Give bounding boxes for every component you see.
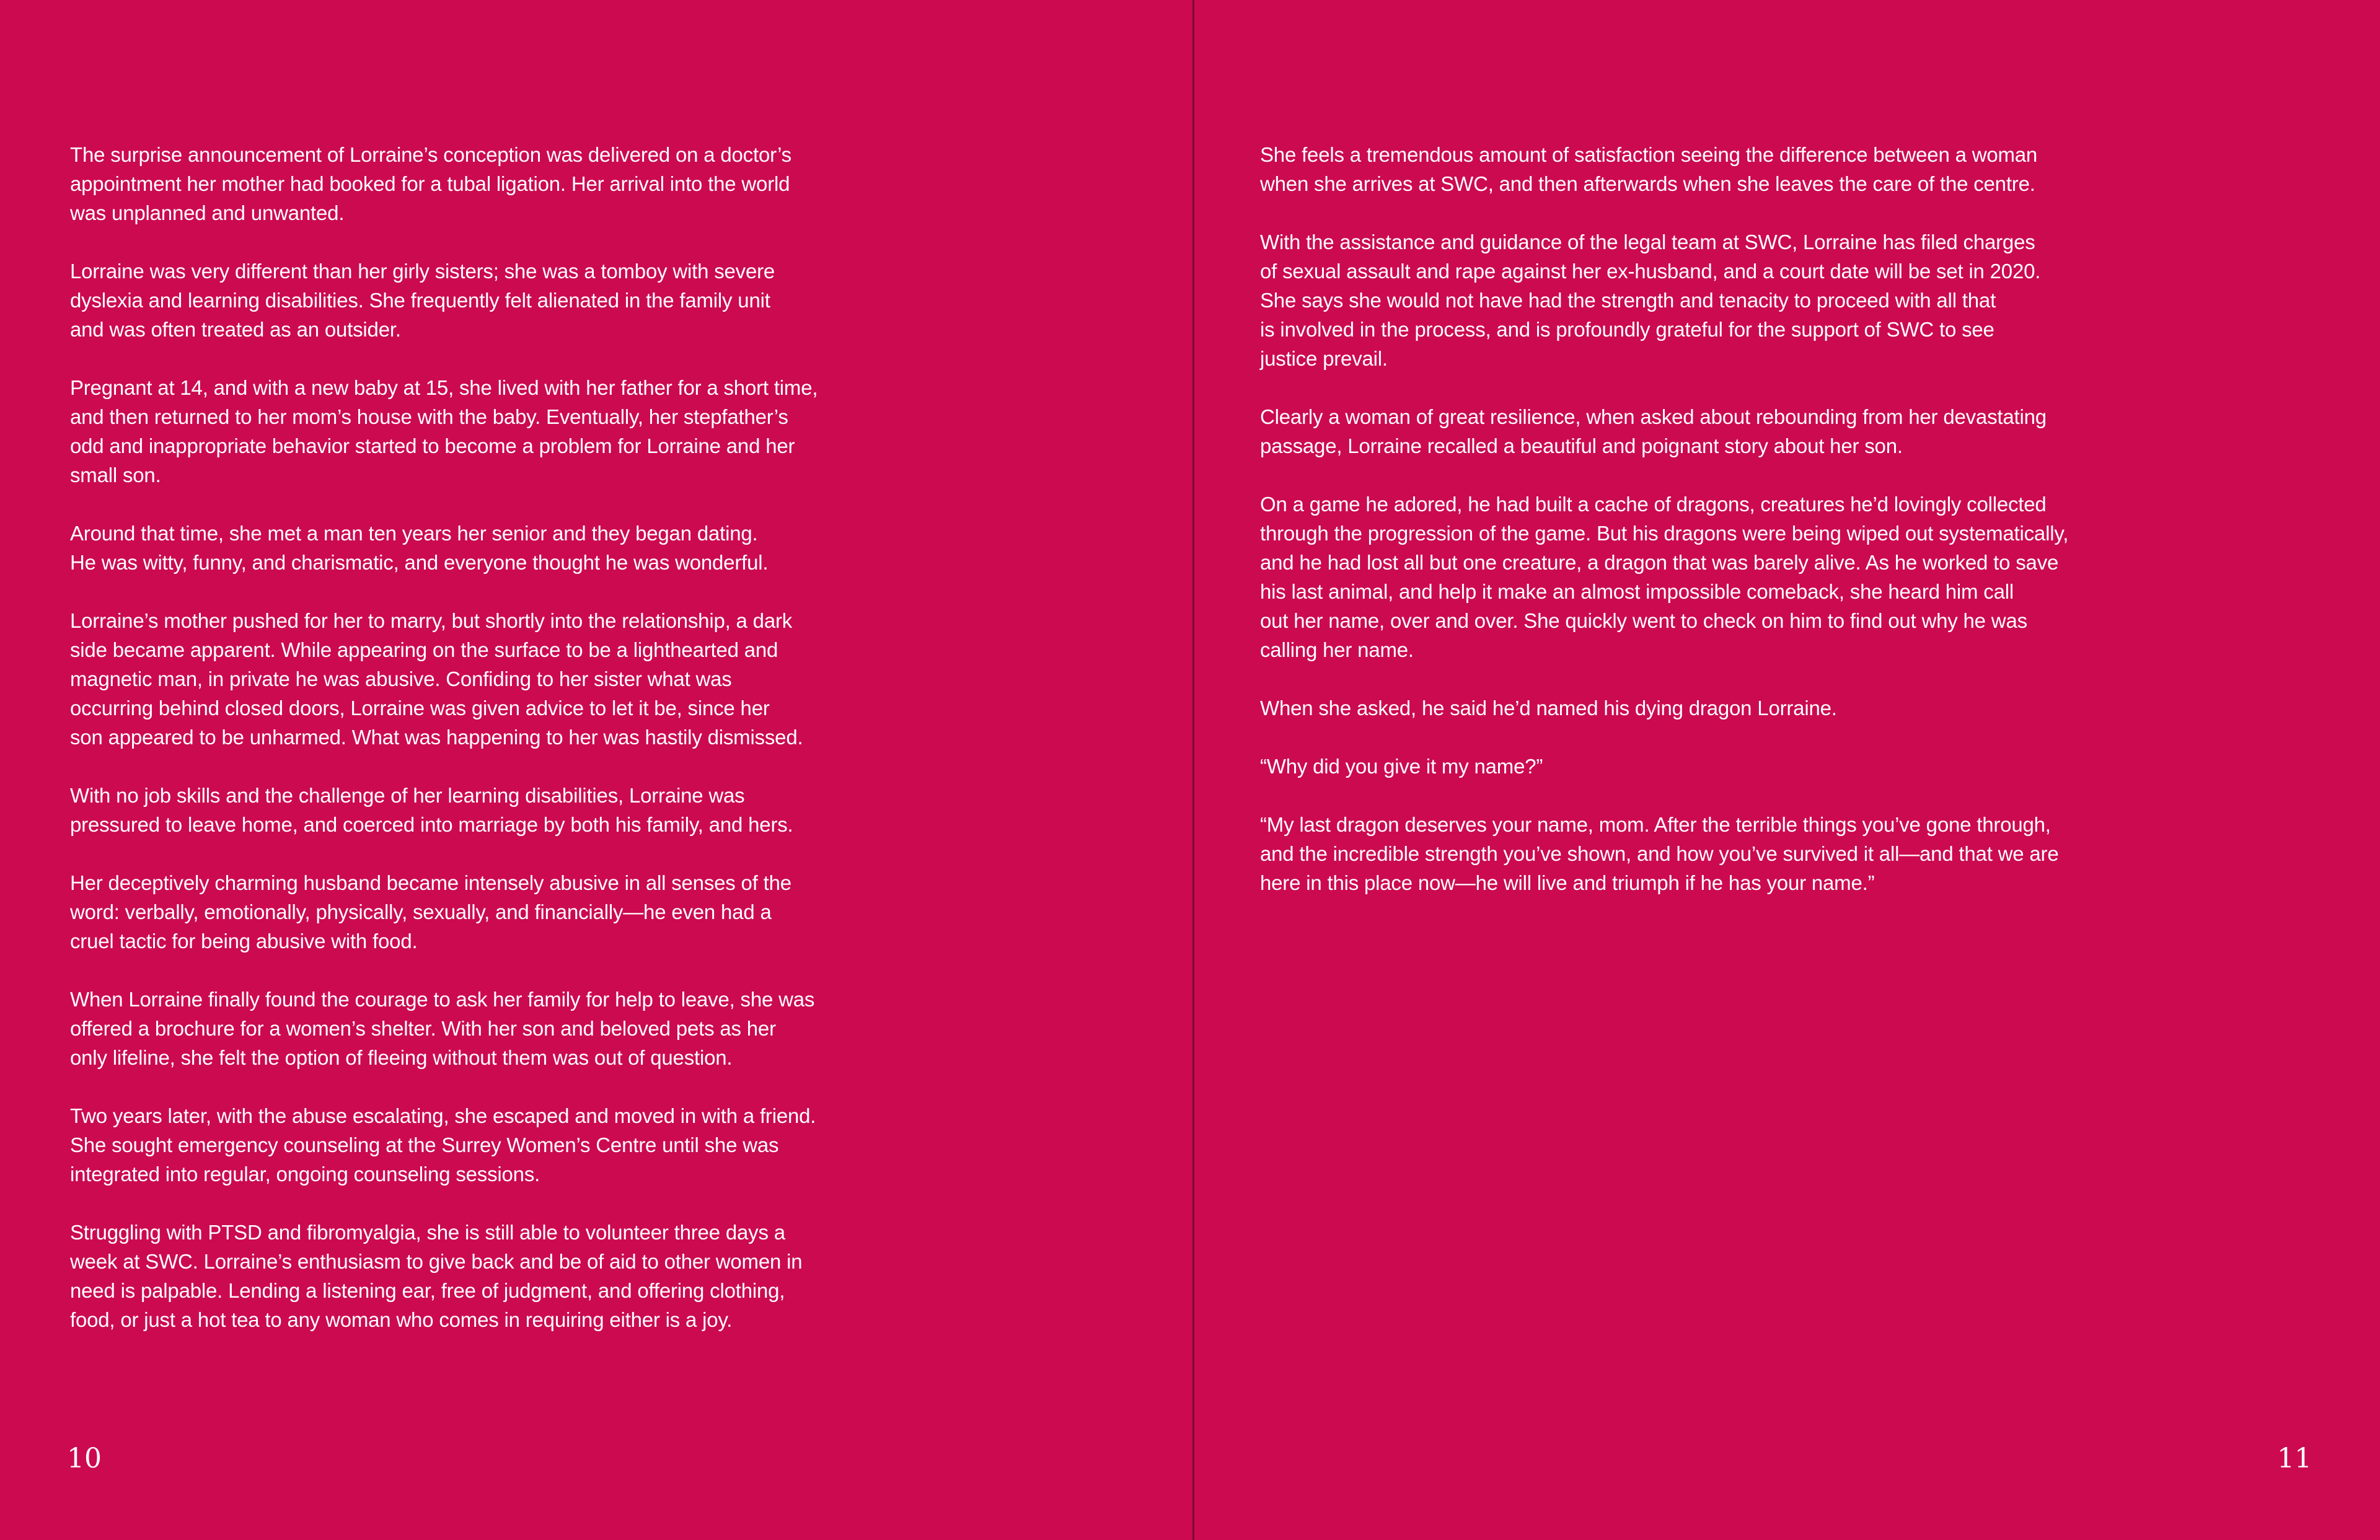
left-page-body — [70, 140, 925, 1363]
paragraph: With the assistance and guidance of the legal team at SWC, Lorraine has filed charges of sexual assault and rape against her ex-husband, and a court date will be set in 2020. She says she would not have had the strength and tenacity to proceed with all that is involved in the process, and is profoundly grateful for the support of SWC to see justice prevail. — [1260, 231, 2041, 370]
right-page-body — [1260, 140, 2128, 926]
paragraph: “Why did you give it my name?” — [1260, 755, 1543, 778]
paragraph: With no job skills and the challenge of her learning disabilities, Lorraine was pressured to leave home, and coerced into marriage by both his family, and hers. — [70, 784, 793, 836]
paragraph: When she asked, he said he’d named his dying dragon Lorraine. — [1260, 697, 1837, 719]
paragraph: She feels a tremendous amount of satisfaction seeing the difference between a woman when she arrives at SWC, and then afterwards when she leaves the care of the centre. — [1260, 143, 2038, 195]
paragraph: Struggling with PTSD and fibromyalgia, she is still able to volunteer three days a week at SWC. Lorraine’s enthusiasm to give back and be of aid to other women in need is palpable. Lending a listening ear, free of judgment, and offering clothing, food, or just a hot tea to any woman who comes in requiring either is a joy. — [70, 1221, 803, 1331]
paragraph: Lorraine was very different than her girly sisters; she was a tomboy with severe dyslexia and learning disabilities. She frequently felt alienated in the family unit and was often treated as an outsider. — [70, 260, 775, 341]
paragraph: Pregnant at 14, and with a new baby at 15, she lived with her father for a short time, and then returned to her mom’s house with the baby. Eventually, her stepfather’s odd and inappropriate behavior started to become a problem for Lorraine and her small son. — [70, 376, 818, 486]
paragraph: “My last dragon deserves your name, mom. After the terrible things you’ve gone through, and the incredible strength you’ve shown, and how you’ve survived it all—and that we are here in this place now—he will live and triumph if he has your name.” — [1260, 813, 2059, 894]
page-number-right: 11 — [2277, 1443, 2312, 1474]
paragraph: Clearly a woman of great resilience, when asked about rebounding from her devastating passage, Lorraine recalled a beautiful and poignant story about her son. — [1260, 405, 2047, 457]
paragraph: Lorraine’s mother pushed for her to marry, but shortly into the relationship, a dark side became apparent. While appearing on the surface to be a lighthearted and magnetic man, in private he was abusive. Confiding to her sister what was occurring behind closed doors, Lorraine was given advice to let it be, since her son appeared to be unharmed. What was happening to her was hastily dismissed. — [70, 609, 803, 749]
paragraph: On a game he adored, he had built a cache of dragons, creatures he’d lovingly collected through the progression of the game. But his dragons were being wiped out systematically, and he had lost all but one creature, a dragon that was barely alive. As he worked to save his last animal, and help it make an almost impossible comeback, she heard him call out her name, over and over. She quickly went to check on him to find out why he was calling her name. — [1260, 493, 2069, 661]
right-page — [1194, 0, 2380, 1540]
paragraph: Around that time, she met a man ten years her senior and they began dating. He was witty, funny, and charismatic, and everyone thought he was wonderful. — [70, 522, 769, 574]
paragraph: The surprise announcement of Lorraine’s conception was delivered on a doctor’s appointment her mother had booked for a tubal ligation. Her arrival into the world was unplanned and unwanted. — [70, 143, 791, 224]
paragraph: When Lorraine finally found the courage to ask her family for help to leave, she was offered a brochure for a women’s shelter. With her son and beloved pets as her only lifeline, she felt the option of fleeing without them was out of question. — [70, 988, 815, 1069]
page-number-left: 10 — [67, 1443, 102, 1474]
paragraph: Two years later, with the abuse escalating, she escaped and moved in with a friend. She sought emergency counseling at the Surrey Women’s Centre until she was integrated into regular, ongoing counseling sessions. — [70, 1104, 816, 1186]
paragraph: Her deceptively charming husband became intensely abusive in all senses of the word: verbally, emotionally, physically, sexually, and financially—he even had a cruel tactic for being abusive with food. — [70, 871, 791, 953]
